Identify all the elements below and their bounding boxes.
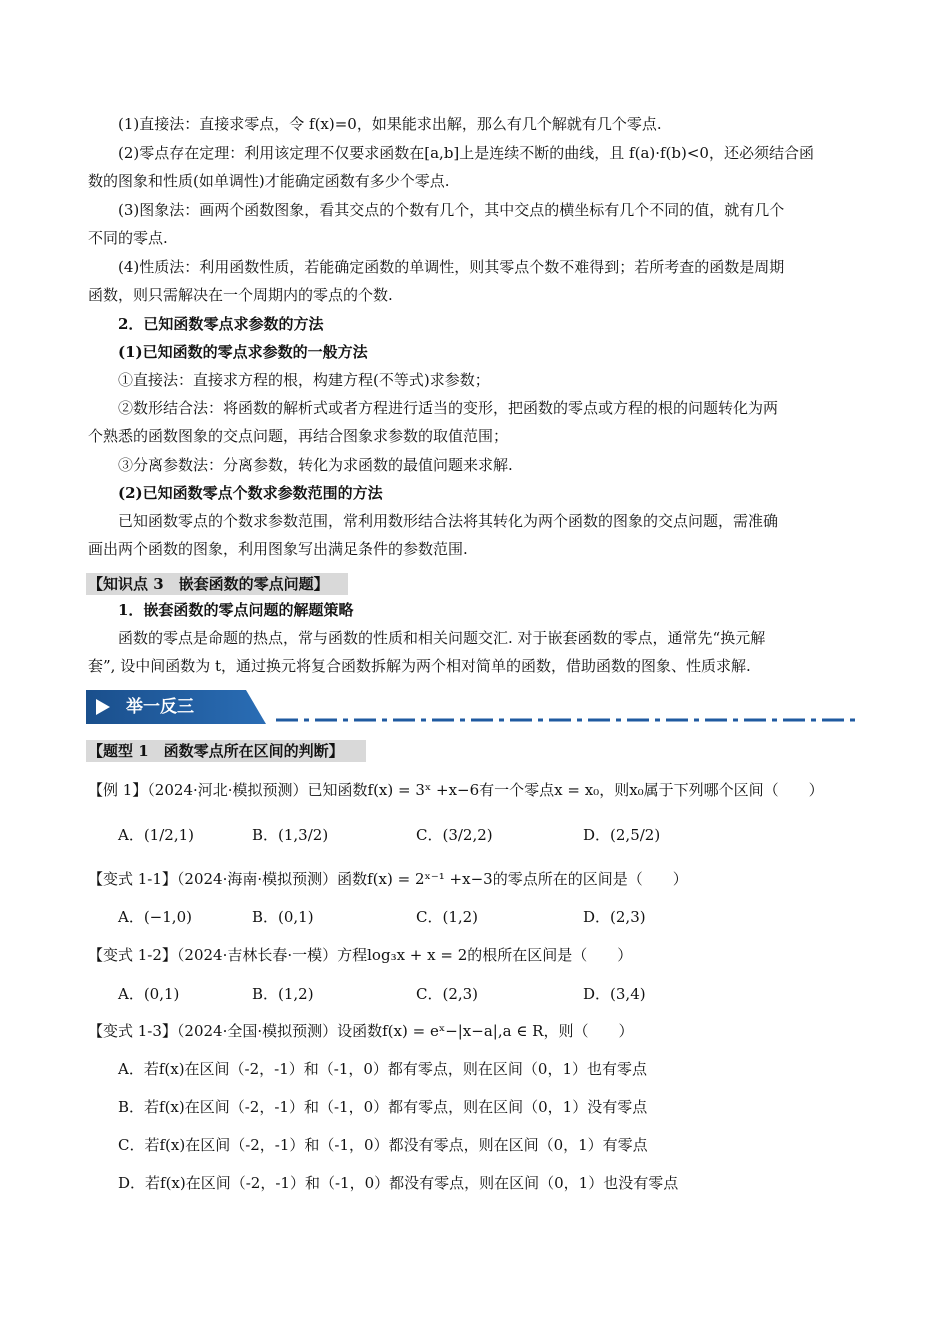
variant1-2-option-a[interactable]: A．(0,1) <box>118 985 180 1003</box>
type1-header: 【题型 1 函数零点所在区间的判断】 <box>88 742 344 760</box>
section2-item: 个熟悉的函数图象的交点问题，再结合图象求参数的取值范围； <box>88 427 509 445</box>
section2-item: ①直接法：直接求方程的根，构建方程(不等式)求参数； <box>118 371 490 389</box>
variant1-2-stem: 【变式 1-2】（2024·吉林长春·一模）方程log₃x + x = 2的根所在区间是（ ） <box>88 946 633 964</box>
banner-dashed-line <box>276 718 860 722</box>
variant1-1-option-b[interactable]: B．(0,1) <box>252 908 314 926</box>
method-direct: (1)直接法：直接求零点，令 f(x)=0，如果能求出解，那么有几个解就有几个零点. <box>118 115 662 133</box>
knowledge3-header: 【知识点 3 嵌套函数的零点问题】 <box>88 575 329 593</box>
method-theorem: (2)零点存在定理：利用该定理不仅要求函数在[a,b]上是连续不断的曲线，且 f(a)·f(b)<0，还必须结合函 <box>118 144 814 162</box>
variant1-1-option-a[interactable]: A．(−1,0) <box>118 908 192 926</box>
example1-option-b[interactable]: B．(1,3/2) <box>252 826 329 844</box>
section2-title: 2．已知函数零点求参数的方法 <box>118 315 324 333</box>
variant1-3-option-b[interactable]: B．若f(x)在区间（-2，-1）和（-1，0）都有零点，则在区间（0，1）没有零点 <box>118 1098 648 1116</box>
variant1-3-option-a[interactable]: A．若f(x)在区间（-2，-1）和（-1，0）都有零点，则在区间（0，1）也有零点 <box>118 1060 648 1078</box>
variant1-3-stem: 【变式 1-3】（2024·全国·模拟预测）设函数f(x) = eˣ−|x−a|,a ∈ R，则（ ） <box>88 1022 634 1040</box>
section2-para: 已知函数零点的个数求参数范围，常利用数形结合法将其转化为两个函数的图象的交点问题，需准确 <box>118 512 779 530</box>
banner-title: 举一反三 <box>126 697 194 717</box>
example1-option-d[interactable]: D．(2,5/2) <box>583 826 661 844</box>
example1-option-a[interactable]: A．(1/2,1) <box>118 826 194 844</box>
section2-para: 画出两个函数的图象，利用图象写出满足条件的参数范围. <box>88 540 468 558</box>
method-graph-cont: 不同的零点. <box>88 229 168 247</box>
knowledge3-para: 套”, 设中间函数为 t，通过换元将复合函数拆解为两个相对简单的函数，借助函数的图象、性质求解. <box>88 657 751 675</box>
method-property-cont: 函数，则只需解决在一个周期内的零点的个数. <box>88 286 393 304</box>
section2-sub2: (2)已知函数零点个数求参数范围的方法 <box>118 484 383 502</box>
example1-option-c[interactable]: C．(3/2,2) <box>416 826 493 844</box>
knowledge3-title: 1．嵌套函数的零点问题的解题策略 <box>118 601 354 619</box>
section2-item: ③分离参数法：分离参数，转化为求函数的最值问题来求解. <box>118 456 513 474</box>
variant1-1-option-d[interactable]: D．(2,3) <box>583 908 646 926</box>
method-theorem-cont: 数的图象和性质(如单调性)才能确定函数有多少个零点. <box>88 172 450 190</box>
variant1-2-option-d[interactable]: D．(3,4) <box>583 985 646 1003</box>
variant1-2-option-b[interactable]: B．(1,2) <box>252 985 314 1003</box>
knowledge3-para: 函数的零点是命题的热点，常与函数的性质和相关问题交汇. 对于嵌套函数的零点，通常先“换元解 <box>118 629 766 647</box>
variant1-2-option-c[interactable]: C．(2,3) <box>416 985 479 1003</box>
section2-sub1: (1)已知函数的零点求参数的一般方法 <box>118 343 368 361</box>
section2-item: ②数形结合法：将函数的解析式或者方程进行适当的变形，把函数的零点或方程的根的问题转化为两 <box>118 399 779 417</box>
variant1-3-option-d[interactable]: D．若f(x)在区间（-2，-1）和（-1，0）都没有零点，则在区间（0，1）也没有零点 <box>118 1174 679 1192</box>
variant1-1-option-c[interactable]: C．(1,2) <box>416 908 479 926</box>
variant1-1-stem: 【变式 1-1】（2024·海南·模拟预测）函数f(x) = 2ˣ⁻¹ +x−3的零点所在的区间是（ ） <box>88 870 688 888</box>
method-property: (4)性质法：利用函数性质，若能确定函数的单调性，则其零点个数不难得到；若所考查的函数是周期 <box>118 258 785 276</box>
variant1-3-option-c[interactable]: C．若f(x)在区间（-2，-1）和（-1，0）都没有零点，则在区间（0，1）有零点 <box>118 1136 648 1154</box>
example1-stem: 【例 1】（2024·河北·模拟预测）已知函数f(x) = 3ˣ +x−6有一个零点x = x₀，则x₀属于下列哪个区间（ ） <box>88 781 824 799</box>
method-graph: (3)图象法：画两个函数图象，看其交点的个数有几个，其中交点的横坐标有几个不同的值，就有几个 <box>118 201 785 219</box>
